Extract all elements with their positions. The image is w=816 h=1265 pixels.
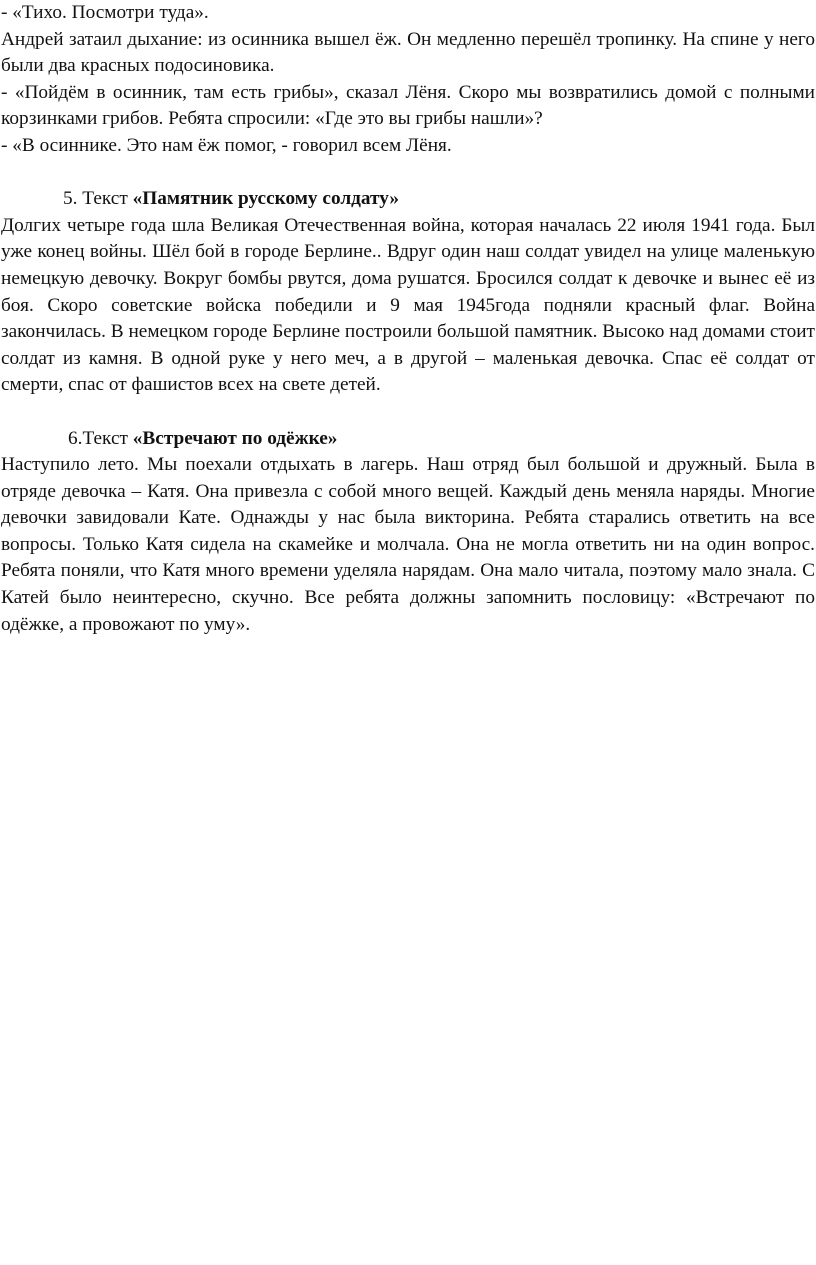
section-heading-text6 [1, 426, 815, 453]
dialogue-line-hedgehog-helped: - «В осиннике. Это нам ёж помог, - говорил всем Лёня. [1, 134, 452, 156]
section-title-6: «Встречают по одёжке» [132, 427, 338, 449]
paragraph-spacer [1, 399, 815, 426]
section-number-6: 6.Текст [68, 427, 133, 449]
section-title-5: «Памятник русскому солдату» [132, 188, 400, 210]
paragraph-spacer [1, 160, 815, 187]
section-heading-text5 [1, 186, 815, 213]
document-content [1, 0, 815, 638]
paragraph-monument: Долгих четыре года шла Великая Отечественная война, которая началась 22 июля 1941 года. Был уже конец войны. Шёл бой в городе Берлине.. Вдруг один наш солдат увидел на улице маленькую немецкую девочку. Вокруг бомбы рвутся, дома рушатся. Бросился солдат к девочке и вынес её из боя. Скоро советские войска победили и 9 мая 1945года подняли красный флаг. Война закончилась. В немецком городе Берлине построили большой памятник. Высоко над домами стоит солдат из камня. В одной руке у него меч, а в другой – маленькая девочка. Спас её солдат от смерти, спас от фашистов всех на свете детей. [1, 214, 815, 396]
paragraph-mushrooms: - «Пойдём в осинник, там есть грибы», сказал Лёня. Скоро мы возвратились домой с полными корзинками грибов. Ребята спросили: «Где это вы грибы нашли»? [1, 81, 815, 130]
paragraph-clothes: Наступило лето. Мы поехали отдыхать в лагерь. Наш отряд был большой и дружный. Была в отряде девочка – Катя. Она привезла с собой много вещей. Каждый день меняла наряды. Многие девочки завидовали Кате. Однажды у нас была викторина. Ребята старались ответить на все вопросы. Только Катя сидела на скамейке и молчала. Она не могла ответить ни на один вопрос. Ребята поняли, что Катя много времени уделяла нарядам. Она мало читала, поэтому мало знала. С Катей было неинтересно, скучно. Все ребята должны запомнить пословицу: «Встречают по одёжке, а провожают по уму». [1, 454, 815, 635]
paragraph-hedgehog: Андрей затаил дыхание: из осинника вышел ёж. Он медленно перешёл тропинку. На спине у него были два красных подосиновика. [1, 28, 815, 77]
dialogue-line-quiet: - «Тихо. Посмотри туда». [1, 2, 209, 23]
section-number-5: 5. Текст [63, 188, 133, 210]
